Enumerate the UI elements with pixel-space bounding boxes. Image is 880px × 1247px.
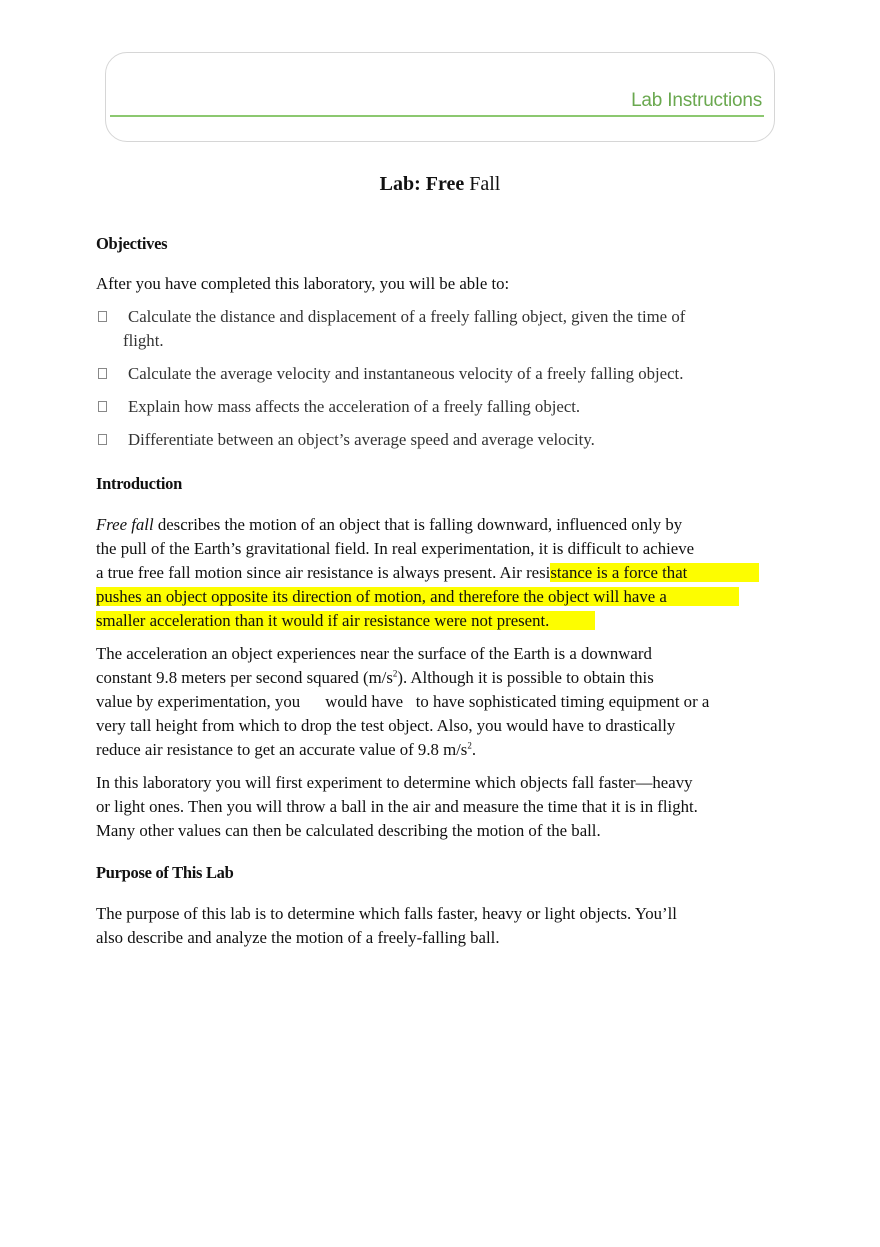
objective-text: Differentiate between an object’s average speed and average velocity. [128,430,595,449]
introduction-heading: Introduction [96,474,182,493]
list-item [96,362,786,386]
header-banner [105,52,775,142]
objective-text: Explain how mass affects the acceleration of a freely falling object. [128,397,581,416]
intro-paragraph-1 [96,513,786,633]
bullet-box-icon [98,434,107,445]
text-line: describes the motion of an object that is falling downward, influenced only by [153,515,683,534]
purpose-heading: Purpose of This Lab [96,863,234,882]
bullet-box-icon [98,401,107,412]
text-line: a true free fall motion since air resistance is always present. Air resi [96,563,551,582]
bullet-box-icon [98,368,107,379]
text-line: In this laboratory you will first experiment to determine which objects fall faster—heavy [96,773,693,792]
text-line: . [471,740,477,759]
highlighted-text: smaller acceleration than it would if air resistance were not present. [96,611,595,630]
document-body [96,232,786,950]
highlighted-text: stance is a force that [550,563,759,582]
intro-paragraph-3 [96,771,786,843]
list-item [96,428,786,452]
bullet-box-icon [98,311,107,322]
superscript: 2 [392,668,398,679]
text-line: value by experimentation, you would have to have sophisticated timing equipment or a [96,692,710,711]
list-item [96,305,786,353]
text-line: constant 9.8 meters per second squared (m/s [96,668,393,687]
text-line: The acceleration an object experiences near the surface of the Earth is a downward [96,644,652,663]
objectives-list [96,305,786,452]
objective-text: Calculate the distance and displacement of a freely falling object, given the time of [128,307,686,326]
highlighted-text: pushes an object opposite its direction of motion, and therefore the object will have a [96,587,739,606]
superscript: 2 [467,740,472,751]
page-title [0,173,880,196]
header-divider [110,115,764,117]
objective-text: Calculate the average velocity and instantaneous velocity of a freely falling object. [128,364,684,383]
header-label: Lab Instructions [631,90,762,111]
text-line: very tall height from which to drop the test object. Also, you would have to drastically [96,716,676,735]
text-line: also describe and analyze the motion of a freely-falling ball. [96,928,500,947]
text-line: Many other values can then be calculated describing the motion of the ball. [96,821,601,840]
free-fall-term: Free fall [96,515,154,534]
title-regular: Fall [469,173,501,195]
text-line: or light ones. Then you will throw a ball in the air and measure the time that it is in flight. [96,797,698,816]
text-line: ). Although it is possible to obtain this [397,668,654,687]
objective-text-cont: flight. [123,331,164,350]
list-item [96,395,786,419]
text-line: The purpose of this lab is to determine which falls faster, heavy or light objects. You’ll [96,904,677,923]
text-line: the pull of the Earth’s gravitational field. In real experimentation, it is difficult to achieve [96,539,695,558]
objectives-intro: After you have completed this laboratory, you will be able to: [96,274,510,293]
title-bold: Lab: Free [379,173,465,195]
intro-paragraph-2 [96,642,786,762]
text-line: reduce air resistance to get an accurate value of 9.8 m/s [96,740,468,759]
objectives-heading: Objectives [96,234,168,253]
purpose-paragraph [96,902,786,950]
